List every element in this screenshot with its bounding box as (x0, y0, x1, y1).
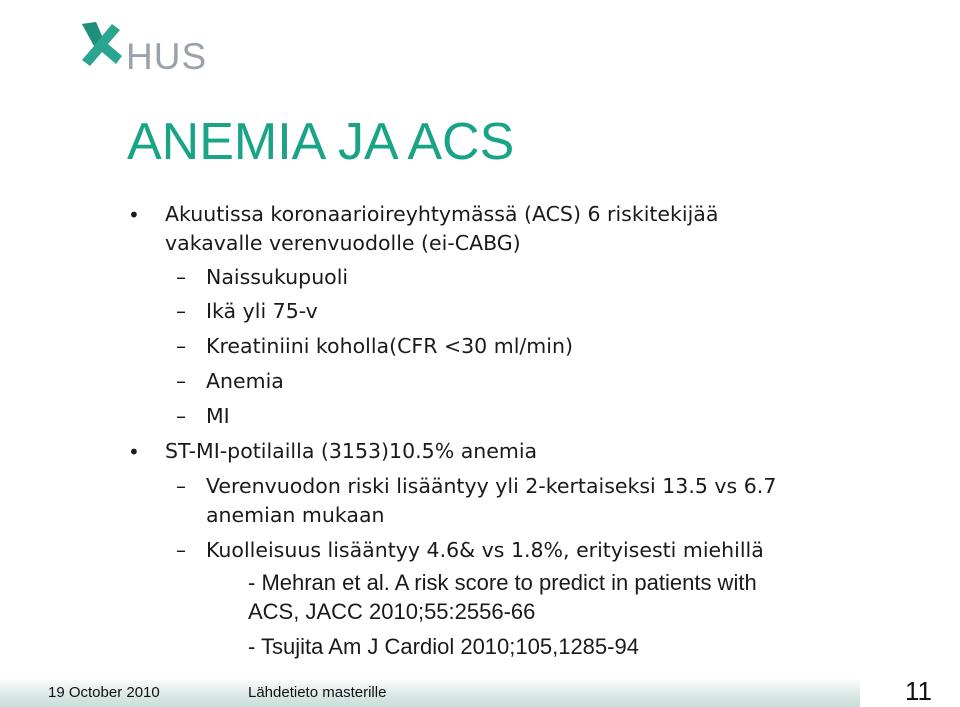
bullet-1-line-1: Akuutissa koronaarioireyhtymässä (ACS) 6 riskitekijää (165, 202, 719, 226)
sub-item-2-line-1: Verenvuodon riski lisääntyy yli 2-kertaiseksi 13.5 vs 6.7 (206, 474, 777, 498)
dash-icon: – (176, 538, 186, 562)
logo-text: HUS (126, 36, 208, 77)
bullet-dot-icon: • (128, 203, 140, 227)
footer-date: 19 October 2010 (48, 684, 160, 701)
sub-item-2b-line-1: Kuolleisuus lisääntyy 4.6& vs 1.8%, erityisesti miehillä (206, 538, 764, 562)
page-number: 11 (905, 676, 932, 706)
reference-2-line-1: - Tsujita Am J Cardiol 2010;105,1285-94 (248, 634, 639, 659)
sub-item: Anemia (206, 369, 284, 393)
reference-1-line-2: ACS, JACC 2010;55:2556-66 (248, 599, 536, 624)
dash-icon: – (176, 299, 186, 323)
dash-icon: – (176, 334, 186, 358)
footer-text: Lähdetieto masterille (248, 684, 387, 701)
sub-item: Naissukupuoli (206, 265, 349, 289)
bullet-dot-icon: • (128, 440, 140, 464)
sub-item: Ikä yli 75-v (206, 299, 318, 323)
sub-item: Kreatiniini koholla(CFR <30 ml/min) (206, 334, 573, 358)
slide-title: ANEMIA JA ACS (127, 113, 515, 171)
bullet-2-text: ST-MI-potilailla (3153)10.5% anemia (165, 439, 538, 463)
sub-item-2-line-2: anemian mukaan (206, 503, 385, 527)
sub-item: MI (206, 404, 230, 428)
dash-icon: – (176, 369, 186, 393)
dash-icon: – (176, 474, 186, 498)
dash-icon: – (176, 265, 186, 289)
dash-icon: – (176, 404, 186, 428)
reference-1-line-1: - Mehran et al. A risk score to predict in patients with (248, 570, 757, 595)
bullet-1-line-2: vakavalle verenvuodolle (ei-CABG) (165, 231, 521, 255)
